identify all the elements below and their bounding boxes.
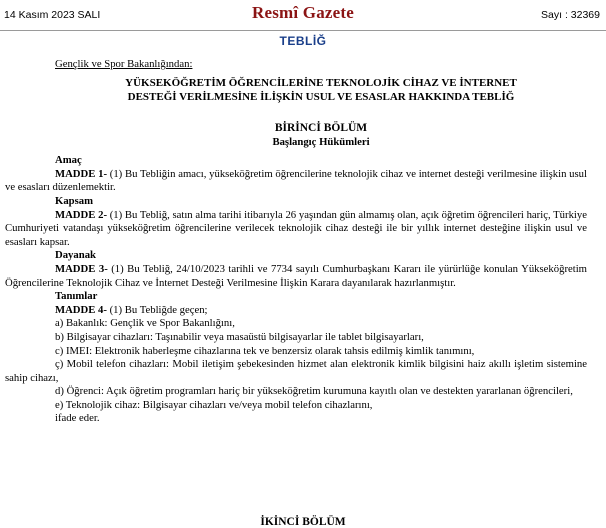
article-heading: Kapsam <box>55 194 94 207</box>
article-paragraph <box>5 168 587 195</box>
article-paragraph <box>5 263 587 290</box>
article-3 <box>5 249 587 290</box>
definition-text: b) Bilgisayar cihazları: Taşınabilir veya masaüstü bilgisayarlar ile tablet bilgisayarları, <box>55 330 424 343</box>
article-number: MADDE 2- <box>55 208 107 221</box>
article-text: (1) Bu Tebliğde geçen; <box>106 303 208 316</box>
definition-item <box>5 331 587 345</box>
closing-phrase: ifade eder. <box>55 412 100 425</box>
article-heading: Amaç <box>55 154 82 167</box>
issue-date: 14 Kasım 2023 SALI <box>4 9 101 21</box>
definition-text: e) Teknolojik cihaz: Bilgisayar cihazları ve/veya mobil telefon cihazlarını, <box>55 398 373 411</box>
issuing-ministry: Gençlik ve Spor Bakanlığından: <box>55 58 193 70</box>
article-number: MADDE 1- <box>55 167 108 180</box>
article-heading: Dayanak <box>55 249 96 262</box>
section-tag: TEBLİĞ <box>279 34 327 48</box>
article-text: (1) Bu Tebliğin amacı, yükseköğretim öğrencilerine teknolojik cihaz ve internet desteği verilmesine ilişkin usul ve esasları düzenlemektir. <box>5 167 587 194</box>
article-paragraph <box>5 209 587 250</box>
definition-item <box>5 317 587 331</box>
article-number: MADDE 4- <box>55 303 107 316</box>
article-text: (1) Bu Tebliğ, 24/10/2023 tarihli ve 7734 sayılı Cumhurbaşkanı Kararı ile yürürlüğe konulan Yükseköğretim Öğrencilerine Teknolojik Cihaz ve İnternet Desteği Verilmesine İlişkin Karara dayanılarak hazırlanmıştır. <box>5 262 587 289</box>
article-4 <box>5 290 587 426</box>
definition-text: a) Bakanlık: Gençlik ve Spor Bakanlığını, <box>55 317 235 330</box>
article-1 <box>5 154 587 195</box>
masthead <box>0 0 606 31</box>
next-chapter-title: İKİNCİ BÖLÜM <box>260 516 346 528</box>
definition-item <box>5 358 587 385</box>
article-2 <box>5 194 587 249</box>
definition-text: d) Öğrenci: Açık öğretim programları hariç bir yükseköğretim kurumuna kayıtlı olan ve destekten yararlanan öğrencileri, <box>55 385 573 398</box>
closing-text <box>5 412 587 426</box>
definition-item <box>5 345 587 359</box>
document-title <box>55 76 587 104</box>
article-number: MADDE 3- <box>55 262 108 275</box>
document-body <box>5 58 587 426</box>
definition-item <box>5 399 587 413</box>
article-heading: Tanımlar <box>55 290 98 303</box>
definition-text: c) IMEI: Elektronik haberleşme cihazlarına tek ve benzersiz olarak tahsis edilmiş kimlik tanımını, <box>55 344 475 357</box>
article-paragraph <box>5 304 587 318</box>
article-text: (1) Bu Tebliğ, satın alma tarihi itibarıyla 26 yaşından gün almamış olan, açık öğretim öğrencileri hariç, Türkiye Cumhuriyeti vatandaşı yükseköğretim öğrencilerine verilecek teknolojik cihaz desteği ile bir yıllık internet desteğine ilişkin usul ve esasları kapsar. <box>5 208 587 248</box>
definition-text: ç) Mobil telefon cihazları: Mobil iletişim şebekesinden hizmet alan elektronik kimlik bilgisini haiz akıllı işletim sistemine sahip cihazı, <box>5 358 587 384</box>
gazette-title: Resmî Gazete <box>252 3 354 22</box>
definition-item <box>5 385 587 399</box>
document-title-line: DESTEĞİ VERİLMESİNE İLİŞKİN USUL VE ESASLAR HAKKINDA TEBLİĞ <box>127 90 515 103</box>
issue-number: Sayı : 32369 <box>541 9 600 21</box>
chapter-title: BİRİNCİ BÖLÜM <box>274 121 368 134</box>
chapter-subtitle: Başlangıç Hükümleri <box>272 135 370 148</box>
document-title-line: YÜKSEKÖĞRETİM ÖĞRENCİLERİNE TEKNOLOJİK CİHAZ VE İNTERNET <box>125 76 517 89</box>
